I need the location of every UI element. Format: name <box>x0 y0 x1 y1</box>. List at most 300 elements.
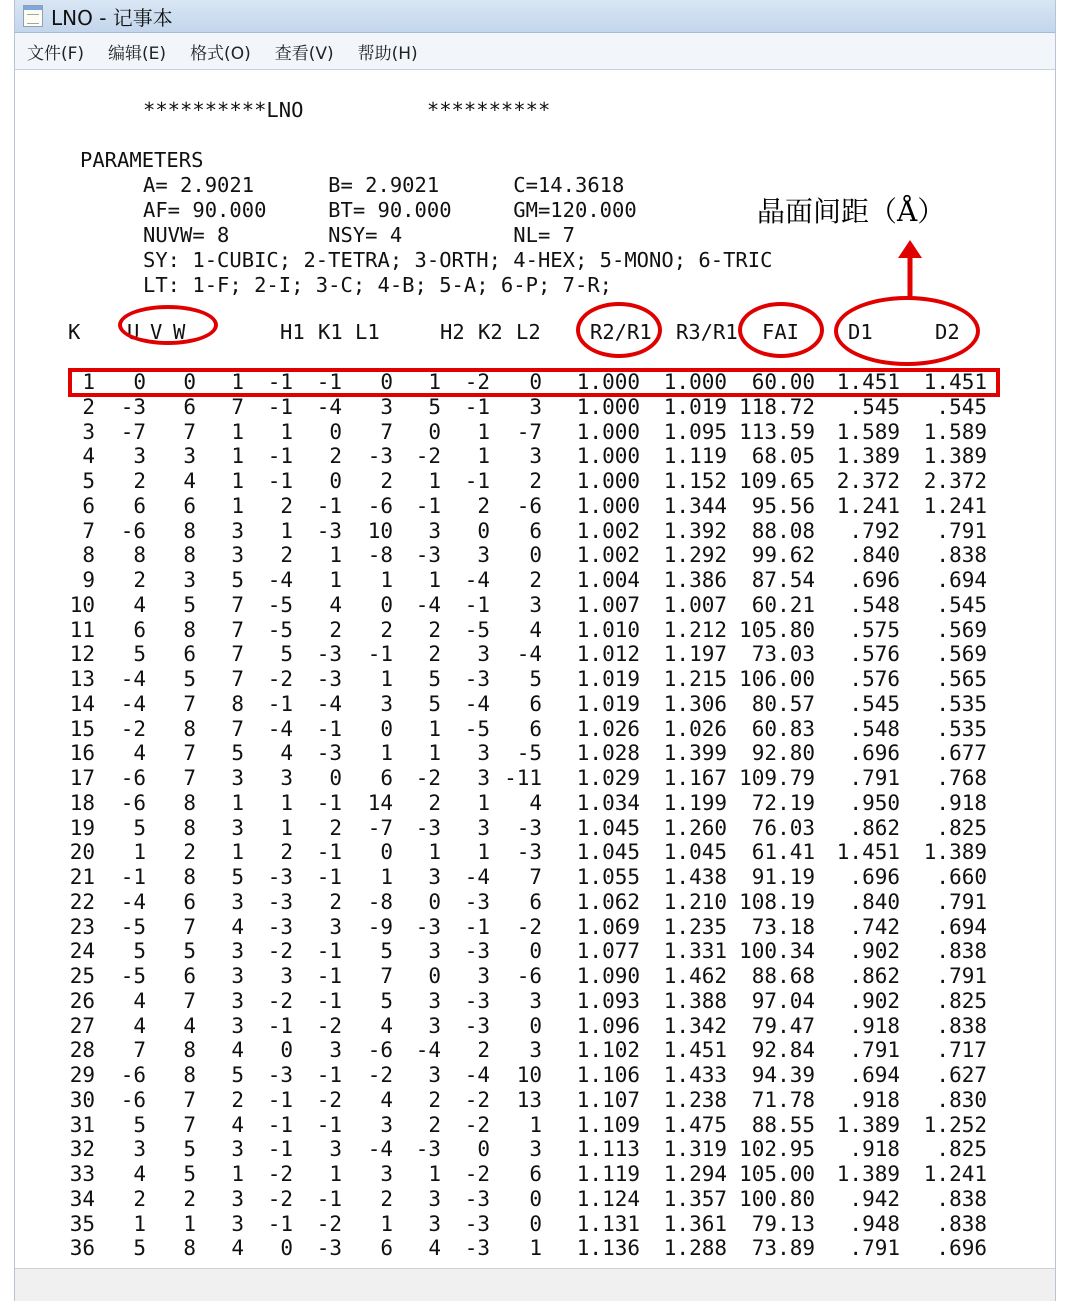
cell-l2: 5 <box>529 667 542 691</box>
param-line-lt: LT: 1-F; 2-I; 3-C; 4-B; 5-A; 6-P; 7-R; <box>143 273 612 297</box>
cell-d2: .791 <box>936 889 987 914</box>
cell-k1: -1 <box>316 790 342 815</box>
cell-h1: -3 <box>267 865 293 889</box>
cell-fai: 88.08 <box>751 518 815 543</box>
cell-fai: 60.21 <box>751 592 815 617</box>
cell-w: 3 <box>231 1186 244 1211</box>
file-banner: **********LNO ********** <box>143 98 551 122</box>
status-bar <box>15 1268 1055 1301</box>
cell-k: 27 <box>69 1013 95 1038</box>
cell-d2: .535 <box>936 691 987 716</box>
cell-l1: -9 <box>367 914 393 939</box>
cell-w: 1 <box>231 493 244 518</box>
cell-k1: 3 <box>329 1038 342 1063</box>
cell-u: -4 <box>120 889 146 914</box>
cell-u: 5 <box>133 939 146 964</box>
cell-u: 5 <box>133 1112 146 1137</box>
cell-r3-r1: 1.433 <box>663 1063 727 1087</box>
cell-l2: 1 <box>529 1236 542 1261</box>
cell-w: 1 <box>231 419 244 444</box>
cell-l1: -1 <box>367 642 393 667</box>
cell-h2: -1 <box>415 493 441 518</box>
cell-d2: .830 <box>936 1087 987 1112</box>
table-row <box>0 741 1080 766</box>
cell-k: 32 <box>69 1137 95 1162</box>
cell-r2-r1: 1.136 <box>576 1236 640 1261</box>
header-k2: K2 <box>478 320 503 344</box>
table-row <box>0 618 1080 643</box>
cell-h1: -3 <box>267 889 293 914</box>
cell-k1: -1 <box>316 1186 342 1211</box>
cell-k2: -1 <box>464 914 490 939</box>
cell-h1: -1 <box>267 444 293 469</box>
cell-k1: -3 <box>316 1236 342 1261</box>
cell-r3-r1: 1.361 <box>663 1211 727 1236</box>
cell-k1: 1 <box>329 1162 342 1186</box>
cell-k: 8 <box>82 543 95 568</box>
cell-h2: 2 <box>428 642 441 667</box>
cell-u: 4 <box>133 988 146 1013</box>
cell-d2: 1.451 <box>923 370 987 394</box>
cell-r3-r1: 1.386 <box>663 568 727 592</box>
cell-d2: 1.252 <box>923 1112 987 1137</box>
cell-r2-r1: 1.131 <box>576 1211 640 1236</box>
cell-k2: 1 <box>477 444 490 469</box>
cell-l1: 1 <box>380 865 393 889</box>
table-row <box>0 717 1080 742</box>
cell-r3-r1: 1.399 <box>663 741 727 766</box>
cell-r3-r1: 1.292 <box>663 543 727 568</box>
header-h2: H2 <box>440 320 465 344</box>
header-fai: FAI <box>762 320 800 344</box>
cell-h1: 1 <box>280 419 293 444</box>
header-l2: L2 <box>516 320 541 344</box>
cell-w: 7 <box>231 394 244 419</box>
cell-l2: 7 <box>529 865 542 889</box>
table-row <box>0 865 1080 890</box>
cell-l1: 4 <box>380 1087 393 1112</box>
param-line-abc: A= 2.9021 B= 2.9021 C=14.3618 <box>143 173 625 197</box>
cell-d1: .862 <box>849 815 900 840</box>
cell-r3-r1: 1.238 <box>663 1087 727 1112</box>
menu-help[interactable]: 帮助(H) <box>357 43 418 64</box>
cell-k2: -2 <box>464 370 490 394</box>
cell-l2: 0 <box>529 543 542 568</box>
cell-h1: -2 <box>267 939 293 964</box>
cell-k: 16 <box>69 741 95 766</box>
cell-k: 2 <box>82 394 95 419</box>
cell-h2: -3 <box>415 815 441 840</box>
table-row <box>0 692 1080 717</box>
cell-h1: 0 <box>280 1236 293 1261</box>
cell-l1: -7 <box>367 815 393 840</box>
cell-h1: -4 <box>267 568 293 592</box>
cell-k1: 0 <box>329 766 342 790</box>
cell-k2: 1 <box>477 790 490 815</box>
cell-k: 28 <box>69 1038 95 1063</box>
cell-v: 6 <box>183 493 196 518</box>
cell-k: 17 <box>69 766 95 790</box>
cell-k1: 2 <box>329 444 342 469</box>
menu-view[interactable]: 查看(V) <box>274 43 334 64</box>
table-row <box>0 568 1080 593</box>
cell-w: 3 <box>231 889 244 914</box>
cell-h1: 3 <box>280 766 293 790</box>
cell-d2: .791 <box>936 964 987 988</box>
cell-h1: 1 <box>280 790 293 815</box>
cell-r2-r1: 1.000 <box>576 444 640 469</box>
cell-k: 18 <box>69 790 95 815</box>
cell-d1: .576 <box>849 667 900 691</box>
cell-r2-r1: 1.002 <box>576 518 640 543</box>
cell-h2: 3 <box>428 1211 441 1236</box>
cell-k1: 3 <box>329 914 342 939</box>
cell-fai: 92.80 <box>751 741 815 766</box>
cell-u: 0 <box>133 370 146 394</box>
cell-w: 4 <box>231 914 244 939</box>
cell-l2: -11 <box>504 766 542 790</box>
cell-d2: .694 <box>936 568 987 592</box>
cell-d1: .918 <box>849 1013 900 1038</box>
cell-l1: -8 <box>367 543 393 568</box>
header-h1: H1 <box>280 320 305 344</box>
cell-k2: 1 <box>477 840 490 865</box>
cell-k2: -3 <box>464 1013 490 1038</box>
table-row <box>0 1187 1080 1212</box>
cell-k1: 1 <box>329 543 342 568</box>
cell-fai: 102.95 <box>739 1137 815 1162</box>
cell-k1: 4 <box>329 592 342 617</box>
cell-k: 36 <box>69 1236 95 1261</box>
cell-k2: -3 <box>464 667 490 691</box>
cell-d2: .535 <box>936 716 987 741</box>
cell-r2-r1: 1.096 <box>576 1013 640 1038</box>
cell-k: 13 <box>69 667 95 691</box>
cell-k2: -5 <box>464 716 490 741</box>
cell-l2: 4 <box>529 617 542 642</box>
cell-u: 6 <box>133 493 146 518</box>
cell-h2: 2 <box>428 790 441 815</box>
cell-u: 2 <box>133 1186 146 1211</box>
cell-l1: -3 <box>367 444 393 469</box>
cell-d2: .838 <box>936 1013 987 1038</box>
cell-k: 26 <box>69 988 95 1013</box>
cell-l1: 2 <box>380 469 393 493</box>
cell-d2: .717 <box>936 1038 987 1063</box>
cell-l2: -5 <box>516 741 542 766</box>
cell-d2: .791 <box>936 518 987 543</box>
cell-v: 5 <box>183 939 196 964</box>
cell-k2: -3 <box>464 1186 490 1211</box>
interplanar-spacing-label: 晶面间距（Å） <box>757 195 946 228</box>
cell-r3-r1: 1.210 <box>663 889 727 914</box>
cell-k: 19 <box>69 815 95 840</box>
cell-h1: 5 <box>280 642 293 667</box>
cell-fai: 76.03 <box>751 815 815 840</box>
cell-l1: 1 <box>380 568 393 592</box>
cell-fai: 72.19 <box>751 790 815 815</box>
cell-d1: .694 <box>849 1063 900 1087</box>
cell-k1: 1 <box>329 568 342 592</box>
cell-fai: 97.04 <box>751 988 815 1013</box>
menu-edit[interactable]: 编辑(E) <box>108 43 167 64</box>
cell-h1: -4 <box>267 716 293 741</box>
notepad-icon <box>23 5 43 27</box>
cell-k2: -4 <box>464 691 490 716</box>
cell-h1: -2 <box>267 988 293 1013</box>
cell-l1: 2 <box>380 1186 393 1211</box>
table-row <box>0 1212 1080 1237</box>
cell-l1: 3 <box>380 691 393 716</box>
cell-v: 8 <box>183 543 196 568</box>
cell-l2: 6 <box>529 1162 542 1186</box>
cell-k2: 3 <box>477 741 490 766</box>
table-row <box>0 1162 1080 1187</box>
cell-d1: .696 <box>849 568 900 592</box>
cell-d1: .792 <box>849 518 900 543</box>
cell-r2-r1: 1.113 <box>576 1137 640 1162</box>
cell-r3-r1: 1.392 <box>663 518 727 543</box>
cell-k1: -1 <box>316 840 342 865</box>
header-v: V <box>150 320 163 344</box>
cell-d1: .791 <box>849 1038 900 1063</box>
table-row <box>0 915 1080 940</box>
cell-l2: 6 <box>529 518 542 543</box>
cell-h2: 3 <box>428 988 441 1013</box>
cell-l1: -2 <box>367 1063 393 1087</box>
cell-r2-r1: 1.012 <box>576 642 640 667</box>
cell-r3-r1: 1.388 <box>663 988 727 1013</box>
cell-v: 7 <box>183 914 196 939</box>
cell-v: 7 <box>183 1087 196 1112</box>
cell-d2: 2.372 <box>923 469 987 493</box>
cell-k1: -3 <box>316 642 342 667</box>
cell-k1: -1 <box>316 988 342 1013</box>
cell-k2: 3 <box>477 642 490 667</box>
cell-w: 5 <box>231 568 244 592</box>
table-row <box>0 939 1080 964</box>
cell-k1: -2 <box>316 1211 342 1236</box>
cell-fai: 100.34 <box>739 939 815 964</box>
cell-fai: 60.83 <box>751 716 815 741</box>
cell-l1: 1 <box>380 1211 393 1236</box>
cell-d1: .902 <box>849 939 900 964</box>
cell-d1: .548 <box>849 592 900 617</box>
table-row <box>0 964 1080 989</box>
cell-r2-r1: 1.000 <box>576 469 640 493</box>
cell-h2: 0 <box>428 419 441 444</box>
cell-r2-r1: 1.000 <box>576 370 640 394</box>
cell-u: -7 <box>120 419 146 444</box>
cell-k1: -4 <box>316 691 342 716</box>
cell-r2-r1: 1.019 <box>576 667 640 691</box>
cell-r2-r1: 1.093 <box>576 988 640 1013</box>
cell-k1: 2 <box>329 889 342 914</box>
cell-fai: 88.68 <box>751 964 815 988</box>
cell-w: 1 <box>231 1162 244 1186</box>
cell-u: 5 <box>133 815 146 840</box>
d1-d2-highlight <box>834 296 980 366</box>
cell-r2-r1: 1.106 <box>576 1063 640 1087</box>
cell-d2: 1.389 <box>923 840 987 865</box>
r2r1-highlight <box>576 302 662 358</box>
cell-u: -3 <box>120 394 146 419</box>
cell-h1: -3 <box>267 914 293 939</box>
cell-d1: 1.389 <box>836 444 900 469</box>
cell-r2-r1: 1.002 <box>576 543 640 568</box>
cell-l2: 6 <box>529 691 542 716</box>
cell-h2: 1 <box>428 469 441 493</box>
header-r2-r1: R2/R1 <box>590 320 652 344</box>
cell-l2: 2 <box>529 568 542 592</box>
cell-d2: .825 <box>936 1137 987 1162</box>
cell-k: 3 <box>82 419 95 444</box>
cell-w: 4 <box>231 1236 244 1261</box>
cell-fai: 73.18 <box>751 914 815 939</box>
cell-fai: 94.39 <box>751 1063 815 1087</box>
cell-l2: 0 <box>529 1013 542 1038</box>
cell-d1: .576 <box>849 642 900 667</box>
cell-h2: -3 <box>415 1137 441 1162</box>
cell-r2-r1: 1.000 <box>576 419 640 444</box>
cell-d1: 1.241 <box>836 493 900 518</box>
table-row <box>0 420 1080 445</box>
cell-u: -6 <box>120 1087 146 1112</box>
cell-v: 5 <box>183 1162 196 1186</box>
cell-k1: -3 <box>316 741 342 766</box>
cell-u: 1 <box>133 1211 146 1236</box>
cell-h2: 2 <box>428 1087 441 1112</box>
table-row <box>0 519 1080 544</box>
cell-l1: -6 <box>367 1038 393 1063</box>
cell-l1: 4 <box>380 1013 393 1038</box>
table-row <box>0 642 1080 667</box>
cell-h2: 2 <box>428 1112 441 1137</box>
cell-w: 1 <box>231 840 244 865</box>
cell-d2: 1.389 <box>923 444 987 469</box>
cell-h1: 3 <box>280 964 293 988</box>
cell-r3-r1: 1.007 <box>663 592 727 617</box>
cell-k1: -3 <box>316 518 342 543</box>
table-row <box>0 816 1080 841</box>
cell-r3-r1: 1.000 <box>663 370 727 394</box>
cell-r2-r1: 1.004 <box>576 568 640 592</box>
cell-d2: .696 <box>936 1236 987 1261</box>
cell-d1: .791 <box>849 766 900 790</box>
cell-fai: 87.54 <box>751 568 815 592</box>
cell-r2-r1: 1.124 <box>576 1186 640 1211</box>
cell-r3-r1: 1.306 <box>663 691 727 716</box>
cell-h2: 2 <box>428 617 441 642</box>
cell-h2: -3 <box>415 914 441 939</box>
title-bar[interactable] <box>15 0 1055 33</box>
cell-v: 2 <box>183 1186 196 1211</box>
cell-l2: 3 <box>529 988 542 1013</box>
header-k1: K1 <box>318 320 343 344</box>
cell-k1: -1 <box>316 1112 342 1137</box>
menu-file[interactable]: 文件(F) <box>27 43 85 64</box>
cell-h1: -3 <box>267 1063 293 1087</box>
cell-h1: -5 <box>267 617 293 642</box>
cell-r3-r1: 1.357 <box>663 1186 727 1211</box>
cell-r3-r1: 1.026 <box>663 716 727 741</box>
cell-l1: 7 <box>380 964 393 988</box>
cell-w: 7 <box>231 716 244 741</box>
table-row <box>0 444 1080 469</box>
cell-w: 3 <box>231 964 244 988</box>
cell-fai: 71.78 <box>751 1087 815 1112</box>
cell-r2-r1: 1.034 <box>576 790 640 815</box>
cell-v: 7 <box>183 691 196 716</box>
cell-k2: 3 <box>477 964 490 988</box>
cell-k: 29 <box>69 1063 95 1087</box>
cell-h1: -1 <box>267 1211 293 1236</box>
cell-fai: 106.00 <box>739 667 815 691</box>
cell-w: 1 <box>231 444 244 469</box>
row1-highlight <box>68 368 1000 397</box>
cell-d1: 1.389 <box>836 1162 900 1186</box>
cell-u: 4 <box>133 592 146 617</box>
cell-l1: 0 <box>380 716 393 741</box>
cell-l2: 6 <box>529 889 542 914</box>
cell-d2: 1.589 <box>923 419 987 444</box>
cell-l1: 7 <box>380 419 393 444</box>
cell-k2: 2 <box>477 493 490 518</box>
table-row <box>0 1088 1080 1113</box>
table-row <box>0 840 1080 865</box>
cell-u: -5 <box>120 964 146 988</box>
cell-r3-r1: 1.119 <box>663 444 727 469</box>
cell-h1: 2 <box>280 493 293 518</box>
cell-l2: -7 <box>516 419 542 444</box>
cell-w: 1 <box>231 790 244 815</box>
cell-h2: 4 <box>428 1236 441 1261</box>
cell-w: 7 <box>231 642 244 667</box>
cell-u: 2 <box>133 568 146 592</box>
param-line-angles: AF= 90.000 BT= 90.000 GM=120.000 <box>143 198 637 222</box>
cell-l2: 13 <box>516 1087 542 1112</box>
cell-r3-r1: 1.475 <box>663 1112 727 1137</box>
menu-bar <box>15 33 1055 70</box>
cell-k1: -2 <box>316 1013 342 1038</box>
cell-v: 3 <box>183 444 196 469</box>
cell-k2: 1 <box>477 419 490 444</box>
cell-v: 6 <box>183 889 196 914</box>
cell-k2: 0 <box>477 518 490 543</box>
cell-h2: 3 <box>428 1063 441 1087</box>
cell-h2: 0 <box>428 964 441 988</box>
cell-v: 8 <box>183 716 196 741</box>
table-row <box>0 1063 1080 1088</box>
cell-d2: .569 <box>936 617 987 642</box>
cell-r3-r1: 1.344 <box>663 493 727 518</box>
cell-u: 8 <box>133 543 146 568</box>
cell-v: 7 <box>183 766 196 790</box>
cell-v: 3 <box>183 568 196 592</box>
cell-v: 7 <box>183 741 196 766</box>
header-d2: D2 <box>935 320 960 344</box>
cell-h2: -3 <box>415 543 441 568</box>
menu-format[interactable]: 格式(O) <box>190 43 251 64</box>
cell-v: 5 <box>183 592 196 617</box>
cell-w: 3 <box>231 518 244 543</box>
cell-v: 5 <box>183 1137 196 1162</box>
cell-w: 2 <box>231 1087 244 1112</box>
cell-k: 31 <box>69 1112 95 1137</box>
table-row <box>0 791 1080 816</box>
cell-fai: 108.19 <box>739 889 815 914</box>
cell-w: 3 <box>231 766 244 790</box>
